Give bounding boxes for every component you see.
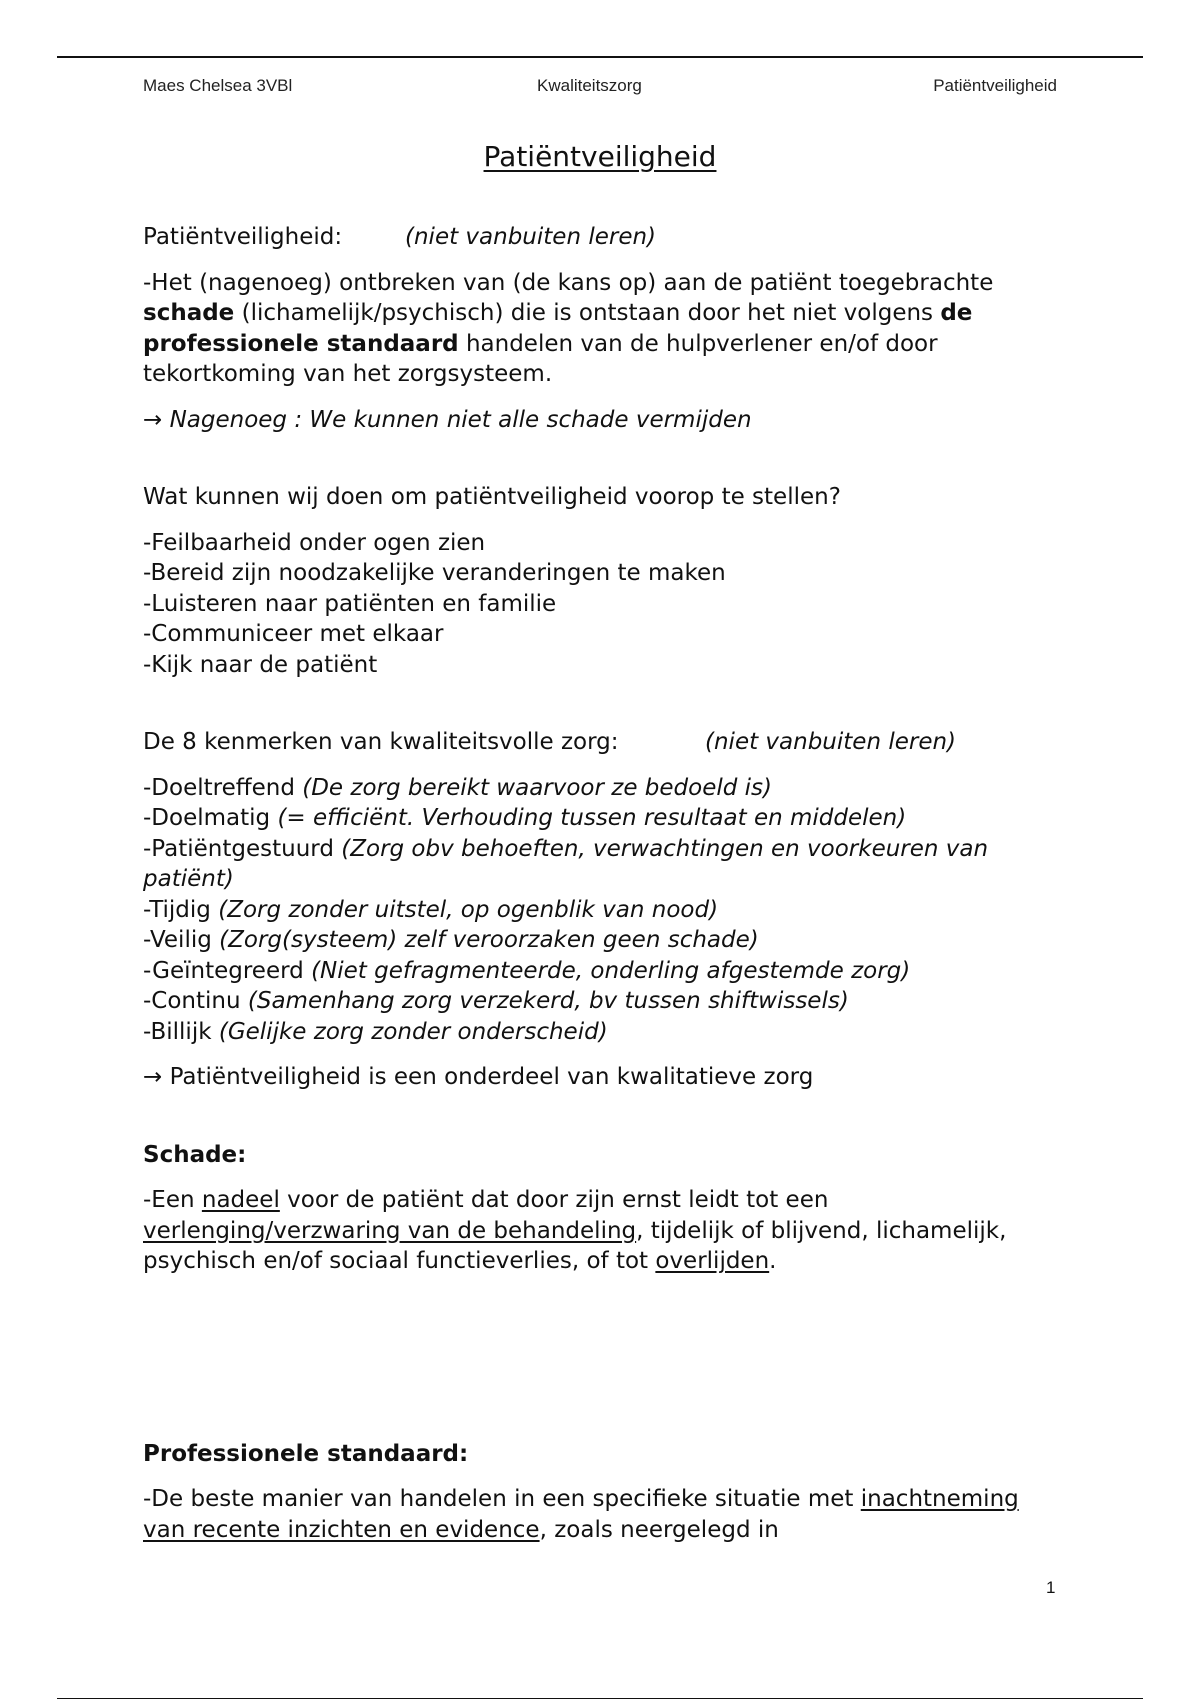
- list-item: [143, 986, 1063, 1017]
- item-term: -Veilig: [143, 927, 220, 953]
- section-label: De 8 kenmerken van kwaliteitsvolle zorg:: [143, 729, 619, 755]
- definition-text: -Het (nagenoeg) ontbreken van (de kans op) aan de patiënt toegebrachte: [143, 269, 994, 296]
- schade-text: voor de patiënt dat door zijn ernst leidt tot een: [279, 1187, 829, 1213]
- schade-underline: overlijden: [655, 1248, 770, 1274]
- footer-rule: [57, 1698, 1143, 1699]
- schade-definition: [143, 1185, 1063, 1277]
- schade-text: , tijdelijk of blijvend, lichamelijk, psychisch en/of sociaal functieverlies, of tot: [143, 1217, 1007, 1274]
- standaard-text: -De beste manier van handelen in een specifieke situatie met: [143, 1486, 861, 1512]
- header-subject: Kwaliteitszorg: [537, 76, 642, 95]
- section-label-kenmerken: [143, 727, 1063, 758]
- list-item: -Bereid zijn noodzakelijke veranderingen te maken: [143, 560, 726, 586]
- section-note: (niet vanbuiten leren): [705, 729, 957, 755]
- item-term: -Doelmatig: [143, 805, 278, 831]
- list-item: -Feilbaarheid onder ogen zien: [143, 529, 486, 556]
- list-item: [143, 773, 1063, 804]
- page-number: 1: [1046, 1578, 1056, 1597]
- schade-heading: Schade:: [143, 1141, 247, 1168]
- section-note: (niet vanbuiten leren): [405, 224, 657, 250]
- arrow-note: → Nagenoeg : We kunnen niet alle schade vermijden: [143, 406, 752, 433]
- item-term: -Doeltreffend: [143, 774, 303, 801]
- header-topic: Patiëntveiligheid: [933, 76, 1057, 95]
- standaard-definition: [143, 1484, 1063, 1545]
- definition-bold: schade: [143, 300, 235, 326]
- list-item: [143, 925, 1063, 956]
- item-term: -Patiëntgestuurd: [143, 835, 342, 862]
- section-label-patientveiligheid: [143, 222, 1063, 253]
- item-desc: (Gelijke zorg zonder onderscheid): [218, 1018, 608, 1045]
- definition-paragraph: [143, 268, 1063, 390]
- definition-text: handelen van de hulpverlener en/of door tekortkoming van het zorgsysteem.: [143, 330, 938, 387]
- item-term: -Tijdig: [143, 896, 219, 923]
- list-item: -Luisteren naar patiënten en familie: [143, 590, 557, 617]
- item-desc: (De zorg bereikt waarvoor ze bedoeld is): [302, 774, 773, 801]
- list-item: -Communiceer met elkaar: [143, 621, 444, 647]
- schade-text: .: [769, 1248, 777, 1274]
- page-title: Patiëntveiligheid: [483, 140, 717, 173]
- header-rule: [57, 56, 1143, 58]
- list-item: [143, 834, 1063, 895]
- item-desc: (Niet gefragmenteerde, onderling afgestemde zorg): [311, 957, 911, 984]
- list-item: -Kijk naar de patiënt: [143, 651, 378, 678]
- header-author: Maes Chelsea 3VBl: [143, 76, 293, 95]
- list-item: [143, 956, 1063, 987]
- item-term: -Billijk: [143, 1018, 219, 1045]
- item-term: -Geïntegreerd: [143, 957, 312, 984]
- standaard-underline: inachtneming van recente inzichten en evidence: [143, 1486, 1019, 1543]
- item-desc: (Samenhang zorg verzekerd, bv tussen shiftwissels): [247, 988, 849, 1014]
- item-desc: (= efficiënt. Verhouding tussen resultaat en middelen): [277, 805, 907, 831]
- item-desc: (Zorg zonder uitstel, op ogenblik van nood): [218, 896, 719, 923]
- standaard-heading: Professionele standaard:: [143, 1440, 469, 1467]
- definition-text: (lichamelijk/psychisch) die is ontstaan door het niet volgens: [234, 300, 941, 326]
- list-item: [143, 895, 1063, 926]
- section-label: Patiëntveiligheid:: [143, 224, 343, 250]
- list-item: [143, 1017, 1063, 1048]
- standaard-text: , zoals neergelegd in: [539, 1516, 779, 1543]
- list-item: [143, 803, 1063, 834]
- question-heading: Wat kunnen wij doen om patiëntveiligheid voorop te stellen?: [143, 484, 841, 510]
- definition-bold: de professionele standaard: [143, 300, 973, 357]
- item-desc: (Zorg obv behoeften, verwachtingen en voorkeuren van patiënt): [143, 835, 989, 892]
- document-body: [143, 222, 1063, 1545]
- schade-text: -Een: [143, 1187, 202, 1213]
- schade-underline: verlenging/verzwaring van de behandeling: [143, 1217, 637, 1244]
- item-term: -Continu: [143, 988, 248, 1014]
- conclusion: → Patiëntveiligheid is een onderdeel van kwalitatieve zorg: [143, 1064, 814, 1090]
- schade-underline: nadeel: [201, 1187, 280, 1213]
- item-desc: (Zorg(systeem) zelf veroorzaken geen schade): [219, 927, 759, 953]
- page-header: [143, 76, 1057, 98]
